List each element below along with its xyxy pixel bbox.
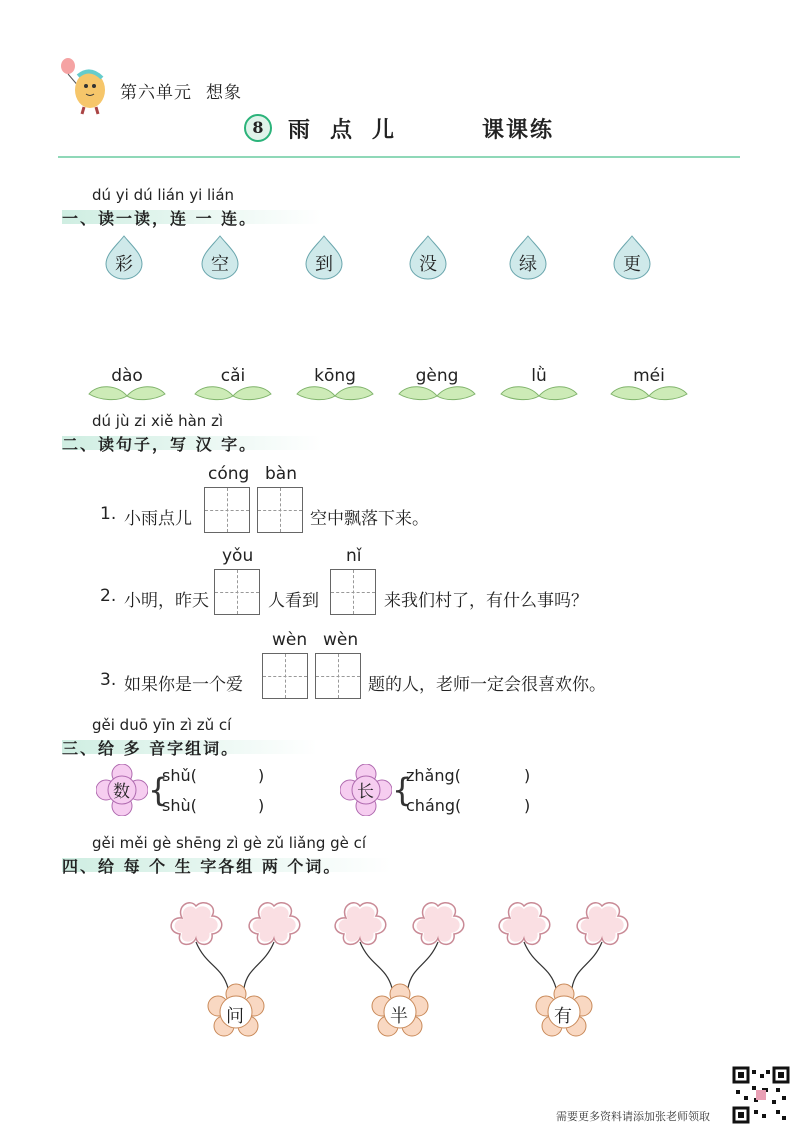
- writing-box[interactable]: [330, 569, 376, 615]
- item3-text-before: 如果你是一个爱: [124, 675, 243, 695]
- flower-cluster-icon: [330, 896, 470, 1056]
- section2-pinyin: dú jù zi xiě hàn zì: [92, 412, 224, 430]
- footer-note: 需要更多资料请添加张老师领取: [556, 1110, 710, 1123]
- item2-text-middle: 人看到: [268, 591, 319, 611]
- reading-1-1-close: ): [258, 766, 265, 785]
- leaf-pinyin[interactable]: dào: [111, 366, 143, 386]
- lesson-title: 雨点儿: [288, 118, 415, 143]
- item2-number: 2.: [100, 586, 117, 606]
- unit-label: 第六单元 想象: [120, 83, 242, 103]
- item3-box-pinyin-1: wèn: [272, 630, 308, 650]
- polyphone-char-2: 长: [357, 782, 374, 802]
- section4-heading: 四、给 每 个 生 字各组 两 个词。: [62, 857, 342, 876]
- drop-character[interactable]: 彩: [115, 254, 133, 275]
- section1-heading: 一、读一读，连 一 连。: [62, 209, 258, 228]
- polyphone-char-1: 数: [113, 782, 130, 802]
- mascot-icon: [56, 56, 114, 116]
- item2-text-before: 小明，昨天: [124, 591, 209, 611]
- leaf-pinyin[interactable]: méi: [633, 366, 665, 386]
- drop-character[interactable]: 到: [315, 254, 333, 275]
- writing-box[interactable]: [315, 653, 361, 699]
- leaf-pinyin[interactable]: cǎi: [220, 366, 246, 386]
- reading-1-1: shǔ(: [162, 766, 197, 785]
- item1-text-before: 小雨点儿: [124, 509, 192, 529]
- brace: {: [392, 771, 413, 809]
- lesson-number-badge: 8: [244, 114, 272, 142]
- flower-character: 半: [390, 1006, 408, 1027]
- item2-box-pinyin-1: yǒu: [222, 546, 254, 566]
- item1-box-pinyin-2: bàn: [265, 464, 297, 484]
- flower-cluster-icon: [494, 896, 634, 1056]
- reading-2-2: cháng(: [406, 796, 462, 815]
- qr-code-icon: [732, 1066, 790, 1124]
- reading-2-1: zhǎng(: [406, 766, 461, 785]
- item2-text-after: 来我们村了，有什么事吗？: [384, 591, 588, 611]
- drop-character[interactable]: 更: [623, 254, 641, 275]
- flower-character: 问: [226, 1006, 244, 1027]
- section1-pinyin: dú yi dú lián yi lián: [92, 186, 235, 204]
- item3-box-pinyin-2: wèn: [323, 630, 359, 650]
- writing-box[interactable]: [257, 487, 303, 533]
- writing-box[interactable]: [204, 487, 250, 533]
- section3-pinyin: gěi duō yīn zì zǔ cí: [92, 716, 232, 734]
- leaf-pinyin[interactable]: gèng: [415, 366, 459, 386]
- drop-character[interactable]: 空: [211, 254, 229, 275]
- item3-text-after: 题的人，老师一定会很喜欢你。: [368, 675, 606, 695]
- flower-cluster-icon: [166, 896, 306, 1056]
- flower-character: 有: [554, 1006, 572, 1027]
- drop-character[interactable]: 绿: [519, 254, 537, 275]
- reading-2-2-close: ): [524, 796, 531, 815]
- item1-box-pinyin-1: cóng: [208, 464, 250, 484]
- item2-box-pinyin-2: nǐ: [346, 546, 362, 566]
- brace: {: [148, 771, 169, 809]
- reading-1-2: shù(: [162, 796, 197, 815]
- section3-heading: 三、给 多 音字组词。: [62, 739, 240, 758]
- section4-pinyin: gěi měi gè shēng zì gè zǔ liǎng gè cí: [92, 834, 367, 852]
- item1-number: 1.: [100, 504, 117, 524]
- leaf-pinyin[interactable]: kōng: [314, 366, 356, 386]
- item1-text-after: 空中飘落下来。: [310, 509, 429, 529]
- reading-2-1-close: ): [524, 766, 531, 785]
- header-divider: [58, 156, 740, 158]
- drop-character[interactable]: 没: [419, 254, 437, 275]
- section2-heading: 二、读句子，写 汉 字。: [62, 435, 258, 454]
- item3-number: 3.: [100, 670, 117, 690]
- lesson-type: 课课练: [482, 118, 555, 143]
- reading-1-2-close: ): [258, 796, 265, 815]
- writing-box[interactable]: [262, 653, 308, 699]
- leaf-pinyin[interactable]: lǜ: [531, 366, 547, 386]
- writing-box[interactable]: [214, 569, 260, 615]
